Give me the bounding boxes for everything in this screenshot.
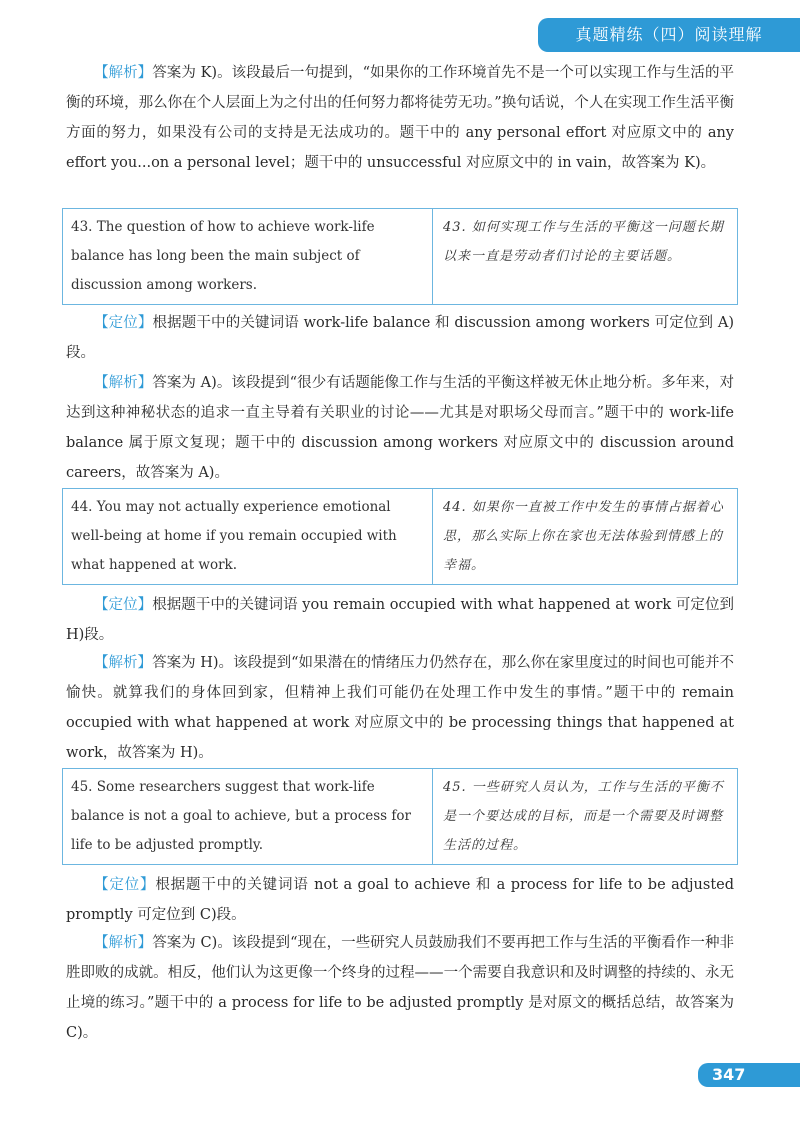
locate-label: 【定位】 [94,597,153,613]
question-chinese: 45. 一些研究人员认为，工作与生活的平衡不是一个要达成的目标，而是一个需要及时调整生活的过程。 [443,780,724,853]
question-english: 44. You may not actually experience emotional well-being at home if you remain occupied with what happened at work. [63,489,433,584]
analysis-label: 【解析】 [94,655,153,671]
question-english: 43. The question of how to achieve work-life balance has long been the main subject of discussion among workers. [63,209,433,304]
analysis-label: 【解析】 [94,375,153,391]
analysis-text: 答案为 C)。该段提到“现在，一些研究人员鼓励我们不要再把工作与生活的平衡看作一种非胜即败的成就。相反，他们认为这更像一个终身的过程——一个需要自我意识和及时调整的持续的、永无止境的练习。”题干中的 a process for life to be adjusted promptly 是对原文的概括总结，故答案为 C)。 [66,935,734,1041]
locate-label: 【定位】 [94,877,156,893]
locate-paragraph-44 [66,590,734,650]
analysis-label: 【解析】 [94,65,153,81]
analysis-paragraph-42 [66,58,734,178]
analysis-paragraph-44 [66,648,734,768]
locate-text: 根据题干中的关键词语 you remain occupied with what happened at work 可定位到 H)段。 [66,597,734,643]
analysis-text: 答案为 A)。该段提到“很少有话题能像工作与生活的平衡这样被无休止地分析。多年来，对达到这种神秘状态的追求一直主导着有关职业的讨论——尤其是对职场父母而言。”题干中的 work-life balance 属于原文复现；题干中的 discussion among workers 对应原文中的 discussion around careers，故答案为 A)。 [66,375,734,481]
locate-paragraph-45 [66,870,734,930]
analysis-paragraph-43 [66,368,734,488]
question-chinese: 44. 如果你一直被工作中发生的事情占据着心思，那么实际上你在家也无法体验到情感上的幸福。 [443,500,724,573]
analysis-label: 【解析】 [94,935,153,951]
page-number: 347 [698,1063,800,1087]
question-box-43 [62,208,738,305]
section-header-tab: 真题精练（四）阅读理解 [538,18,800,52]
question-box-45 [62,768,738,865]
analysis-text: 答案为 H)。该段提到“如果潜在的情绪压力仍然存在，那么你在家里度过的时间也可能并不愉快。就算我们的身体回到家，但精神上我们可能仍在处理工作中发生的事情。”题干中的 remain occupied with what happened at work 对应原文中的 be processing things that happened at work，故答案为 H)。 [66,655,734,761]
locate-text: 根据题干中的关键词语 work-life balance 和 discussion among workers 可定位到 A) 段。 [66,315,734,361]
question-english: 45. Some researchers suggest that work-life balance is not a goal to achieve, but a process for life to be adjusted promptly. [63,769,433,864]
question-box-44 [62,488,738,585]
analysis-paragraph-45 [66,928,734,1048]
locate-paragraph-43 [66,308,734,368]
locate-text: 根据题干中的关键词语 not a goal to achieve 和 a process for life to be adjusted promptly 可定位到 C)段。 [66,877,735,923]
locate-label: 【定位】 [94,315,153,331]
analysis-text: 答案为 K)。该段最后一句提到，“如果你的工作环境首先不是一个可以实现工作与生活的平衡的环境，那么你在个人层面上为之付出的任何努力都将徒劳无功。”换句话说，个人在实现工作生活平衡方面的努力，如果没有公司的支持是无法成功的。题干中的 any personal effort 对应原文中的 any effort you...on a personal level；题干中的 unsuccessful 对应原文中的 in vain，故答案为 K)。 [66,65,735,171]
question-chinese: 43. 如何实现工作与生活的平衡这一问题长期以来一直是劳动者们讨论的主要话题。 [443,220,724,264]
